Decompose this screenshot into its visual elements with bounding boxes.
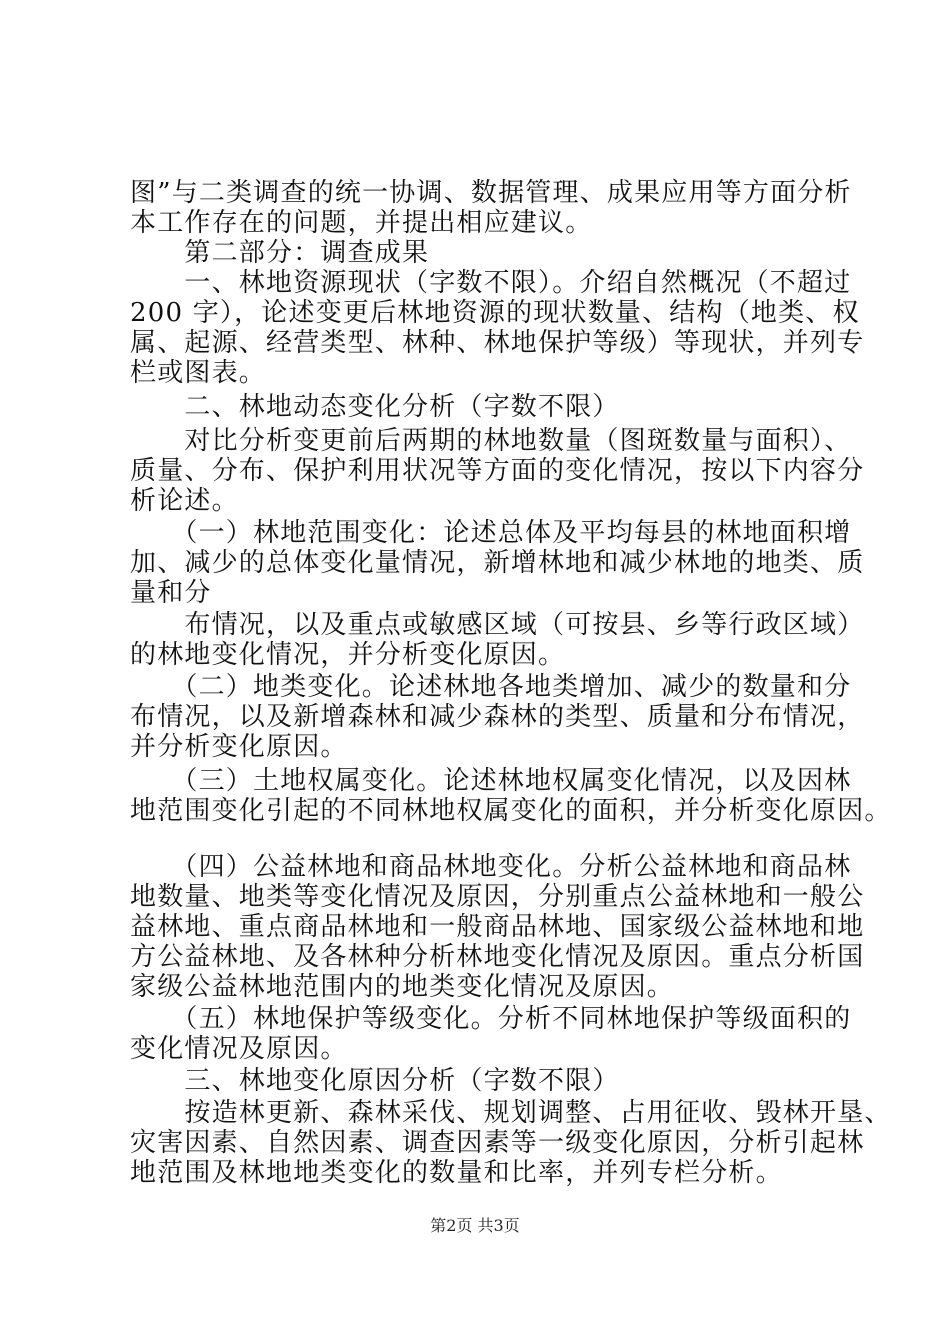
text-line: 方公益林地、及各林种分析林地变化情况及原因。重点分析国 [130,942,865,972]
text-line: 家级公益林地范围内的地类变化情况及原因。 [130,972,675,1002]
text-line: 析论述。 [130,486,239,516]
text-line: 质量、分布、保护利用状况等方面的变化情况，按以下内容分 [130,456,865,486]
text-line: （一）林地范围变化：论述总体及平均每县的林地面积增 [130,518,852,548]
text-line: 图”与二类调查的统一协调、数据管理、成果应用等方面分析 [130,178,852,208]
text-line: 灾害因素、自然因素、调查因素等一级变化原因，分析引起林 [130,1128,865,1158]
text-line: 布情况，以及新增森林和减少森林的类型、质量和分布情况， [130,702,865,732]
text-line: 二、林地动态变化分析（字数不限） [130,392,620,422]
text-line: 按造林更新、森林采伐、规划调整、占用征收、毁林开垦、 [130,1098,892,1128]
text-line: 地数量、地类等变化情况及原因，分别重点公益林地和一般公 [130,882,865,912]
page-footer: 第2页 共3页 [430,1216,520,1235]
text-line: 量和分 [130,578,212,608]
text-line: 并分析变化原因。 [130,732,348,762]
text-line: 布情况，以及重点或敏感区域（可按县、乡等行政区域） [130,610,865,640]
text-line: 三、林地变化原因分析（字数不限） [130,1066,620,1096]
text-line: （三）土地权属变化。论述林地权属变化情况，以及因林 [130,766,852,796]
text-line: 栏或图表。 [130,358,267,388]
text-line: 本工作存在的问题，并提出相应建议。 [130,208,593,238]
text-line: 的林地变化情况，并分析变化原因。 [130,640,566,670]
text-line: （五）林地保护等级变化。分析不同林地保护等级面积的 [130,1004,852,1034]
text-line: 属、起源、经营类型、林种、林地保护等级）等现状，并列专 [130,328,865,358]
text-line: 第二部分：调查成果 [130,238,430,268]
text-line: （二）地类变化。论述林地各地类增加、减少的数量和分 [130,672,852,702]
text-line: 加、减少的总体变化量情况，新增林地和减少林地的地类、质 [130,548,865,578]
text-line: 地范围变化引起的不同林地权属变化的面积，并分析变化原因。 [130,796,892,826]
text-line: 一、林地资源现状（字数不限）。介绍自然概况（不超过 [130,268,852,298]
text-line: （四）公益林地和商品林地变化。分析公益林地和商品林 [130,852,852,882]
text-line: 变化情况及原因。 [130,1034,348,1064]
text-line: 益林地、重点商品林地和一般商品林地、国家级公益林地和地 [130,912,865,942]
text-line: 对比分析变更前后两期的林地数量（图斑数量与面积）、 [130,426,852,456]
text-line: 地范围及林地地类变化的数量和比率，并列专栏分析。 [130,1158,783,1188]
text-line: 200 字），论述变更后林地资源的现状数量、结构（地类、权 [130,298,860,328]
